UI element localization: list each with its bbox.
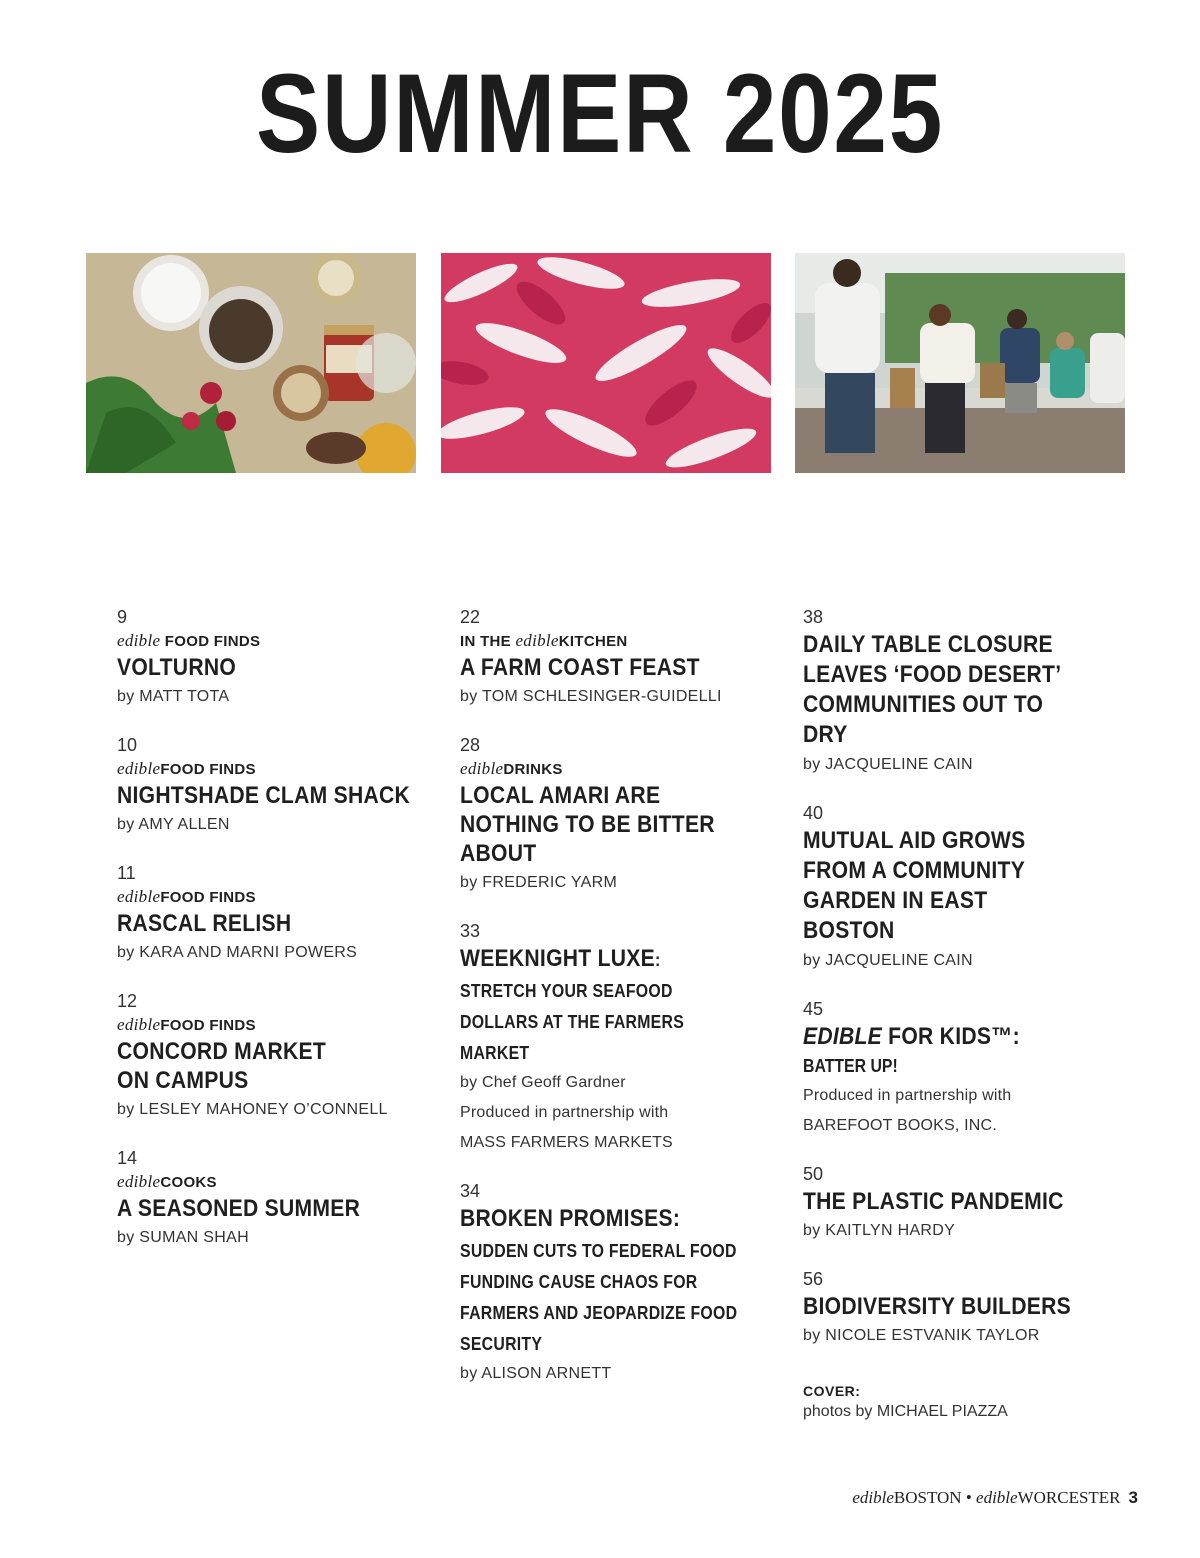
headline: LOCAL AMARI ARE NOTHING TO BE BITTER ABOUT <box>460 782 715 867</box>
edible-wordmark: edible <box>117 1015 161 1034</box>
toc-entry[interactable] <box>117 1147 437 1253</box>
page-number: 50 <box>803 1164 824 1184</box>
food-flatlay-photo <box>86 253 416 473</box>
toc-entry[interactable] <box>117 606 437 712</box>
headline-subtitle: SUDDEN CUTS TO FEDERAL FOOD FUNDING CAUSE CHAOS FOR FARMERS AND JEOPARDIZE FOOD SECURITY <box>460 1241 738 1354</box>
headline: A FARM COAST FEAST <box>460 654 700 681</box>
department-label <box>460 758 780 781</box>
byline: by KAITLYN HARDY <box>803 1222 956 1239</box>
edible-wordmark: edible <box>117 1172 161 1191</box>
edible-wordmark: edible <box>976 1488 1018 1507</box>
toc-entry[interactable] <box>460 1180 780 1389</box>
subheadline: BATTER UP! <box>803 1056 898 1076</box>
department-name: DRINKS <box>503 761 563 778</box>
edible-wordmark: edible <box>117 887 161 906</box>
department-label <box>117 1014 437 1037</box>
department-name: FOOD FINDS <box>160 889 256 906</box>
separator: • <box>961 1488 977 1507</box>
byline: by AMY ALLEN <box>117 816 230 833</box>
publication-name: BOSTON <box>893 1488 962 1507</box>
byline: by MATT TOTA <box>117 688 230 705</box>
toc-entry[interactable] <box>117 990 437 1125</box>
department-name: FOOD FINDS <box>160 1017 256 1034</box>
page-number: 56 <box>803 1269 824 1289</box>
department-label <box>117 758 437 781</box>
headline: THE PLASTIC PANDEMIC <box>803 1188 1064 1215</box>
page-number: 14 <box>117 1148 138 1168</box>
byline: by JACQUELINE CAIN <box>803 952 973 969</box>
page-number: 28 <box>460 735 481 755</box>
department-label <box>117 1171 437 1194</box>
headline <box>460 944 733 1068</box>
page-number: 3 <box>1128 1488 1138 1507</box>
edible-wordmark: edible <box>852 1488 894 1507</box>
page-number: 45 <box>803 999 824 1019</box>
department-label <box>117 886 437 909</box>
partner-name: BAREFOOT BOOKS, INC. <box>803 1117 997 1134</box>
edible-wordmark: edible <box>515 631 559 650</box>
byline: by ALISON ARNETT <box>460 1365 612 1382</box>
department-label <box>460 630 780 653</box>
byline: by Chef Geoff Gardner <box>460 1074 626 1091</box>
headline-rest: FOR KIDS™: <box>882 1023 1020 1050</box>
edible-wordmark: edible <box>117 759 161 778</box>
toc-entry[interactable] <box>117 734 437 840</box>
toc-column-1 <box>117 606 437 1275</box>
page-number: 38 <box>803 607 824 627</box>
page-number: 33 <box>460 921 481 941</box>
headline: NIGHTSHADE CLAM SHACK <box>117 782 411 809</box>
partner-name: MASS FARMERS MARKETS <box>460 1134 673 1151</box>
toc-entry[interactable] <box>460 920 780 1158</box>
page-number: 40 <box>803 803 824 823</box>
headline: A SEASONED SUMMER <box>117 1195 361 1222</box>
page-number: 22 <box>460 607 481 627</box>
toc-entry[interactable] <box>803 1268 1123 1351</box>
headline: MUTUAL AID GROWS FROM A COMMUNITY GARDEN IN EAST BOSTON <box>803 827 1026 944</box>
toc-column-2 <box>460 606 780 1411</box>
greenhouse-volunteers-photo <box>795 253 1125 473</box>
toc-entry[interactable] <box>803 998 1123 1141</box>
department-name: COOKS <box>160 1174 217 1191</box>
headline: RASCAL RELISH <box>117 910 292 937</box>
toc-entry[interactable] <box>460 606 780 712</box>
department-name: FOOD FINDS <box>160 633 261 650</box>
page-number: 11 <box>117 863 136 883</box>
page-footer <box>852 1488 1138 1508</box>
department-name: KITCHEN <box>558 633 628 650</box>
byline: by KARA AND MARNI POWERS <box>117 944 358 961</box>
headline <box>803 1022 1120 1051</box>
toc-entry[interactable] <box>117 862 437 968</box>
cover-label: COVER: <box>803 1383 861 1399</box>
issue-title: SUMMER 2025 <box>255 51 945 176</box>
headline-main: WEEKNIGHT LUXE <box>460 945 655 972</box>
page-number: 34 <box>460 1181 481 1201</box>
headline: VOLTURNO <box>117 654 237 681</box>
department-name: FOOD FINDS <box>160 761 256 778</box>
headline-subtitle: : STRETCH YOUR SEAFOOD DOLLARS AT THE FARMERS MARKET <box>460 950 685 1063</box>
cover-credit: photos by MICHAEL PIAZZA <box>803 1403 1008 1420</box>
headline-main: BROKEN PROMISES: <box>460 1205 681 1232</box>
page-number: 10 <box>117 735 138 755</box>
byline: by SUMAN SHAH <box>117 1229 249 1246</box>
publication-name: WORCESTER <box>1017 1488 1121 1507</box>
page-number: 9 <box>117 607 128 627</box>
department-label <box>117 630 437 653</box>
toc-column-3 <box>803 606 1123 1423</box>
toc-entry[interactable] <box>460 734 780 898</box>
partner-line: Produced in partnership with <box>460 1104 669 1121</box>
page-number: 12 <box>117 991 138 1011</box>
headline <box>460 1204 742 1359</box>
department-prefix: IN THE <box>460 633 516 650</box>
toc-entry[interactable] <box>803 802 1123 976</box>
edible-wordmark: edible <box>117 631 161 650</box>
toc-entry[interactable] <box>803 1163 1123 1246</box>
headline: CONCORD MARKET ON CAMPUS <box>117 1038 327 1094</box>
byline: by LESLEY MAHONEY O’CONNELL <box>117 1101 388 1118</box>
byline: by NICOLE ESTVANIK TAYLOR <box>803 1327 1040 1344</box>
headline: DAILY TABLE CLOSURE LEAVES ‘FOOD DESERT’ COMMUNITIES OUT TO DRY <box>803 631 1061 748</box>
edible-wordmark: edible <box>460 759 504 778</box>
headline: BIODIVERSITY BUILDERS <box>803 1293 1072 1320</box>
toc-entry[interactable] <box>803 606 1123 780</box>
byline: by TOM SCHLESINGER-GUIDELLI <box>460 688 722 705</box>
byline: by FREDERIC YARM <box>460 874 618 891</box>
headline-edible: EDIBLE <box>803 1023 883 1050</box>
radishes-photo <box>441 253 771 473</box>
partner-line: Produced in partnership with <box>803 1087 1012 1104</box>
byline: by JACQUELINE CAIN <box>803 756 973 773</box>
